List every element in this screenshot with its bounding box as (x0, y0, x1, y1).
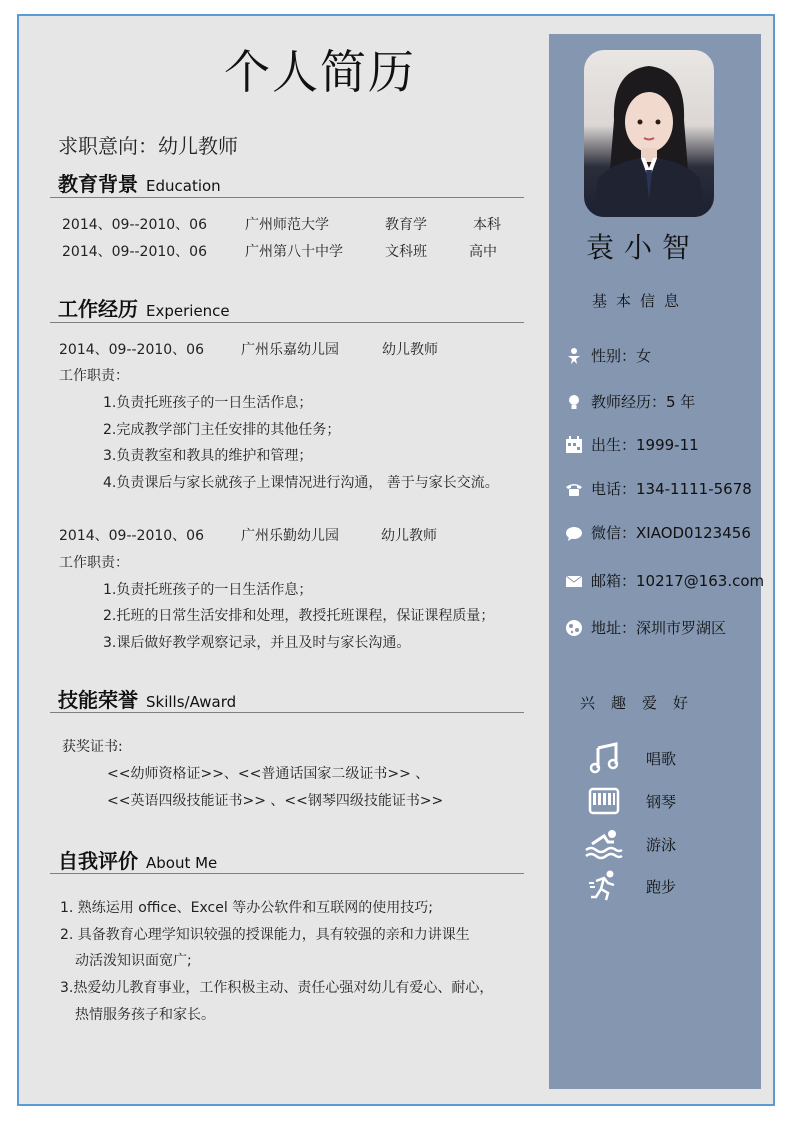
phone-icon (565, 480, 583, 498)
edu-major: 文科班 (385, 244, 427, 260)
exp-duty: 2.完成教学部门主任安排的其他任务； (103, 422, 341, 438)
info-birth (565, 434, 699, 455)
about-line: 动活泼知识面宽广; (75, 953, 192, 969)
portrait-illustration (584, 50, 714, 217)
section-skills-heading (58, 684, 236, 713)
skills-line: <<英语四级技能证书>> 、<<钢琴四级技能证书>> (107, 793, 444, 809)
section-title-zh: 自我评价 (58, 849, 138, 873)
info-text: 邮箱：10217@163.com (591, 572, 765, 590)
divider (50, 322, 524, 323)
running-icon (584, 868, 624, 902)
edu-degree: 高中 (469, 244, 497, 260)
skills-label: 获奖证书: (62, 739, 123, 755)
section-title-en: About Me (146, 854, 218, 872)
info-wechat (565, 522, 751, 543)
section-title-zh: 教育背景 (58, 172, 138, 196)
info-text: 电话：134-1111-5678 (591, 480, 752, 498)
exp-duty: 1.负责托班孩子的一日生活作息； (103, 395, 313, 411)
exp-duty-label: 工作职责： (59, 368, 129, 384)
mail-icon (565, 572, 583, 590)
section-title-en: Experience (146, 302, 230, 320)
info-experience (565, 391, 695, 412)
divider (50, 712, 524, 713)
hobby-text: 钢琴 (646, 793, 677, 811)
globe-icon (565, 619, 583, 637)
section-education-heading (58, 168, 221, 197)
hobby-text: 跑步 (646, 878, 677, 896)
info-phone (565, 478, 752, 499)
exp-duty: 3.课后做好教学观察记录，并且及时与家长沟通。 (103, 635, 411, 651)
edu-date: 2014、09--2010、06 (62, 217, 207, 233)
skills-line: <<幼师资格证>>、<<普通话国家二级证书>> 、 (107, 766, 430, 782)
person-icon (565, 347, 583, 365)
swimming-icon (584, 827, 624, 861)
exp-date: 2014、09--2010、06 (59, 528, 204, 544)
exp-company: 广州乐嘉幼儿园 (241, 342, 339, 358)
edu-degree: 本科 (473, 217, 501, 233)
info-text: 性别：女 (591, 347, 652, 365)
info-gender (565, 345, 651, 366)
divider (50, 873, 524, 874)
exp-duty: 3.负责教室和教具的维护和管理； (103, 448, 313, 464)
exp-role: 幼儿教师 (381, 528, 437, 544)
exp-company: 广州乐勤幼儿园 (241, 528, 339, 544)
section-about-heading (58, 845, 217, 874)
exp-duty: 2.托班的日常生活安排和处理，教授托班课程，保证课程质量； (103, 608, 495, 624)
exp-duty: 1.负责托班孩子的一日生活作息； (103, 582, 313, 598)
about-line: 热情服务孩子和家长。 (75, 1007, 215, 1023)
info-email (565, 570, 764, 591)
section-experience-heading (58, 293, 230, 322)
edu-date: 2014、09--2010、06 (62, 244, 207, 260)
edu-major: 教育学 (385, 217, 427, 233)
section-title-zh: 技能荣誉 (58, 688, 138, 712)
music-note-icon (584, 741, 624, 775)
exp-duty-label: 工作职责： (59, 555, 129, 571)
section-title-en: Education (146, 177, 221, 195)
job-intent: 求职意向：幼儿教师 (58, 134, 238, 158)
section-title-en: Skills/Award (146, 693, 237, 711)
exp-duty: 4.负责课后与家长就孩子上课情况进行沟通， 善于与家长交流。 (103, 475, 499, 491)
page-title: 个人简历 (224, 45, 416, 99)
basic-info-title: 基本信息 (592, 292, 689, 310)
info-text: 出生：1999-11 (591, 436, 699, 454)
profile-photo (584, 50, 714, 217)
divider (50, 197, 524, 198)
about-line: 2. 具备教育心理学知识较强的授课能力，具有较强的亲和力讲课生 (60, 927, 470, 943)
chat-icon (565, 524, 583, 542)
info-address (565, 617, 726, 638)
exp-role: 幼儿教师 (382, 342, 438, 358)
edu-school: 广州第八十中学 (245, 244, 343, 260)
calendar-icon (565, 436, 583, 454)
section-title-zh: 工作经历 (58, 297, 138, 321)
profile-name: 袁小智 (586, 231, 701, 264)
exp-date: 2014、09--2010、06 (59, 342, 204, 358)
about-line: 3.热爱幼儿教育事业，工作积极主动、责任心强对幼儿有爱心、耐心， (60, 980, 494, 996)
hobby-title: 兴趣爱好 (580, 694, 705, 712)
hobby-text: 游泳 (646, 836, 677, 854)
info-text: 地址：深圳市罗湖区 (591, 619, 727, 637)
about-line: 1. 熟练运用 office、Excel 等办公软件和互联网的使用技巧; (60, 900, 433, 916)
info-text: 教师经历：5 年 (591, 393, 696, 411)
info-text: 微信：XIAOD0123456 (591, 524, 751, 542)
lightbulb-icon (565, 393, 583, 411)
piano-icon (584, 784, 624, 818)
hobby-text: 唱歌 (646, 750, 677, 768)
edu-school: 广州师范大学 (245, 217, 329, 233)
